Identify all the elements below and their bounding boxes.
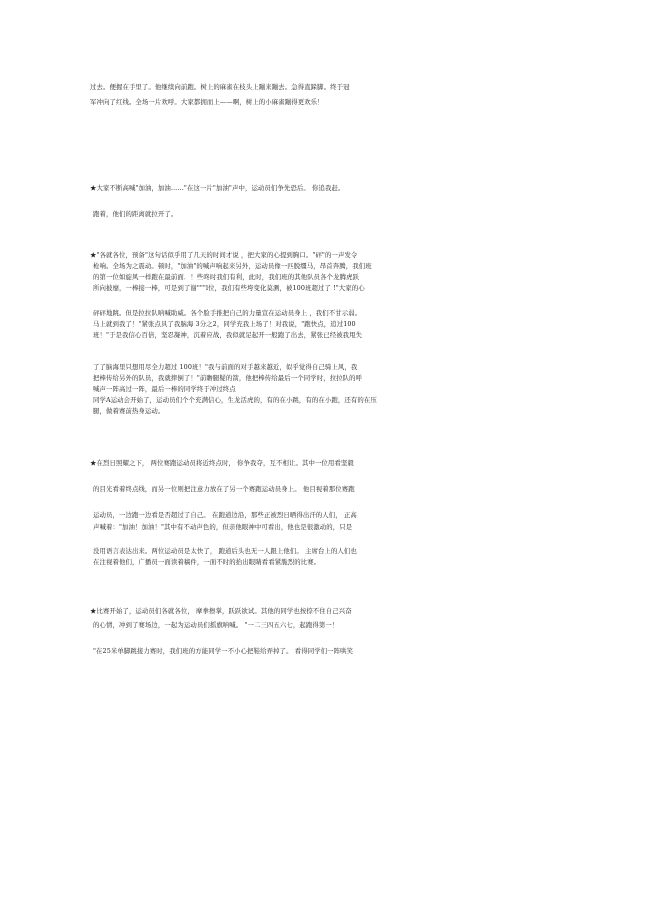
text-line: 军冲向了红线。全场一片欢呼。大家都拥而上——啊，树上的小麻雀蹦得更欢乐！ [90, 98, 324, 106]
text-line: "在25米单脚跳接力赛时，我们班的方能同学一不小心把鞋给弄掉了。 看得同学们一阵哄笑 [93, 647, 354, 655]
text-line: 同学A运动会开始了，运动员们个个充满信心，生龙活虎的，有的在小跳，有的在小跑，还有的在压 [93, 396, 377, 404]
text-line: 马上就到我了！"紧张点具了我脑海 3分之2，同学充我上场了！对我说，"跑快点，追过100 [93, 320, 356, 328]
text-line: 枪响。全场为之震动。顿时，"加油"的喊声响起来另外，运动员像一匹脱缰马，昂首奔腾，我们班 [93, 262, 372, 270]
text-line: 的心情，冲到了赛场边，一起为运动员们摇旗呐喊。 "一二三四五六七，起跑得第一！ [93, 621, 339, 629]
text-line: 腿，做着赛前热身运动。 [93, 407, 165, 415]
text-line: 没用语言表达出来。两位运动员是太快了， 跑道后头也无一人跟上他们。 主席台上的人们也 [93, 547, 357, 555]
text-line: 把棒传给另外的队员，我就摔倒了！"前瞻腿疑的箭，他把棒传给最后一个同学时，拉拉队的呼 [93, 374, 363, 382]
text-line: 砰砰地跳。但是拉拉队呐喊助威。各个脸手推把自己的力量宣在运动员身上 ，我们不甘示弱。 [93, 309, 362, 317]
text-line: 的第一位如旋风一样跑在最前面．！些咚时我们有利，此时，我们班的其他队员各个龙腾虎跃 [93, 273, 360, 281]
text-line: 过去。便握在手里了。他继续向前跑。树上的麻雀在枝头上蹦来蹦去。急得直跺脚。终于冠 [90, 83, 350, 91]
text-line: 喊声一阵高过一阵，最后一棒的同学终于冲过终点 [93, 385, 236, 393]
text-line: 跑着，他们的距离就拉开了。 [93, 210, 178, 218]
text-line: 了了脑海里只想用尽全力超过 100班！"我与前面的对手越来越近，似乎觉得自己骑上风，我 [93, 363, 358, 371]
text-line: ★大家不断高喊"加油，加油……"在这一片"加油"声中，运动员们争先恐后。 你追我赶。 [90, 184, 345, 192]
text-line: 运动员，一边跑一边看是否超过了自己。 在跑道边沿，那些正被烈日晒得出汗的人们， 正高 [93, 511, 357, 519]
text-line: 所向披靡，一棒接一棒，可是到了谢"""l位，我们有些垮变化莫测，被100班超过了 !"大家的心 [93, 284, 365, 292]
text-line: 的目光看着终点线，而另一位则把注意力放在了另一个赛跑运动员身上。 他目视着那位赛跑 [93, 485, 355, 493]
text-line: ★"各就各位，预备"这句话似乎用了几天的时间才说 ，把大家的心提到胸口。"砰"的一声发令 [90, 251, 358, 259]
text-line: 声喊着："加油！加油！"其中有不动声色的，但亲他眼神中可看出，他也是很激动的，只是 [93, 523, 353, 531]
text-line: 班！"于是我信心百倍，坚忍凝神，沉着应战，我似就足起开一般跑了出去，紧张已经被我甩失 [93, 331, 363, 339]
text-line: ★在烈日照耀之下， 两位赛跑运动员将近终点时， 你争我夺，互不相让。其中一位用看坚毅 [90, 459, 354, 467]
text-line: 在注视着他们，广播员一面读着稿件，一面不时的抬出眼睛看看紧脆烈的比赛。 [93, 558, 321, 566]
text-line: ★比赛开始了，运动员们各就各位， 摩拳擦掌，跃跃欲试。其他的同学也按捺不住自己兴奋 [90, 607, 352, 615]
